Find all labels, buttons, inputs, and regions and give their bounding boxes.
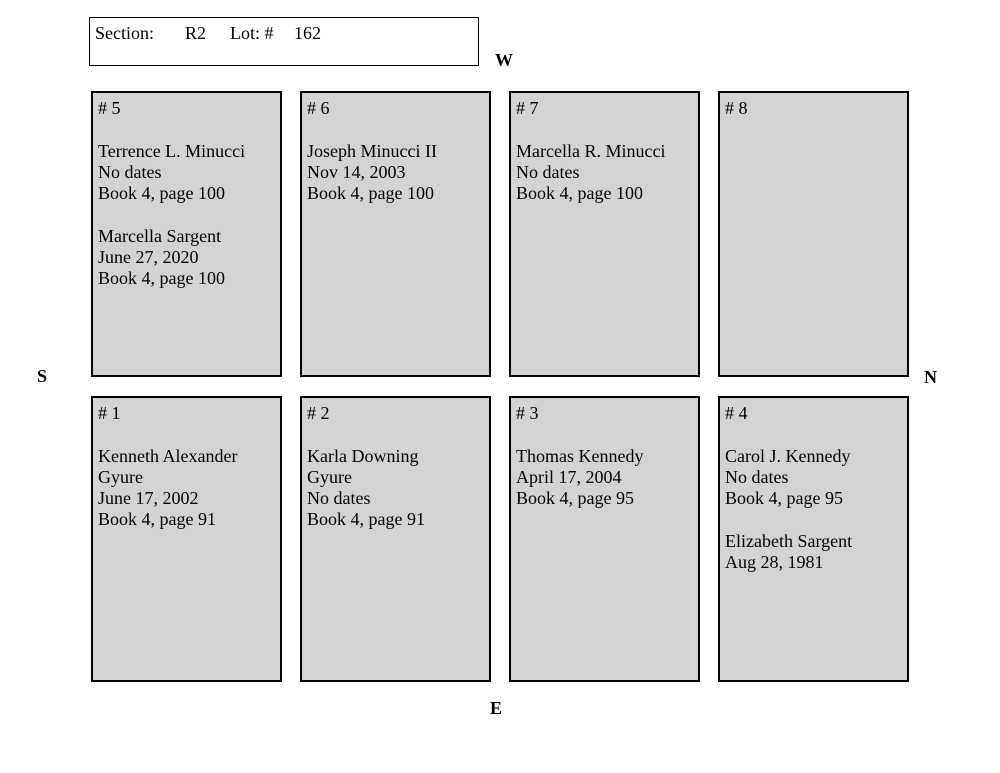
plot-number: # 6 [307, 98, 330, 118]
burial-detail: No dates [307, 488, 371, 509]
entry-spacer [98, 204, 280, 225]
plot-number: # 8 [725, 98, 748, 118]
burial-name: Thomas Kennedy [516, 445, 644, 466]
burial-detail: Book 4, page 100 [516, 183, 643, 204]
lot-value: 162 [294, 23, 321, 43]
plot-2 [300, 396, 491, 682]
entry-spacer [98, 424, 280, 445]
burial-entry [725, 531, 907, 574]
burial-detail: Book 4, page 100 [98, 183, 225, 204]
plot-1 [91, 396, 282, 682]
entry-spacer [516, 424, 698, 445]
plot-7 [509, 91, 700, 377]
burial-entry [98, 141, 280, 205]
burial-detail: Gyure [98, 466, 143, 487]
plot-number: # 5 [98, 98, 121, 118]
burial-entry [516, 141, 698, 205]
burial-entry [98, 226, 280, 290]
burial-detail: Gyure [307, 466, 352, 487]
plot-number: # 7 [516, 98, 539, 118]
burial-name: Marcella Sargent [98, 225, 222, 246]
section-label: Section: [95, 23, 154, 43]
entry-spacer [98, 119, 280, 140]
burial-entry [307, 141, 489, 205]
plot-number: # 3 [516, 403, 539, 423]
burial-detail: Book 4, page 91 [98, 509, 216, 530]
plot-3 [509, 396, 700, 682]
burial-detail: June 27, 2020 [98, 247, 199, 268]
burial-name: Joseph Minucci II [307, 140, 437, 161]
burial-detail: Aug 28, 1981 [725, 552, 824, 573]
burial-name: Elizabeth Sargent [725, 530, 853, 551]
plot-number: # 2 [307, 403, 330, 423]
plot-4 [718, 396, 909, 682]
burial-entry [516, 446, 698, 510]
burial-entry [98, 446, 280, 531]
burial-name: Marcella R. Minucci [516, 140, 666, 161]
plot-5 [91, 91, 282, 377]
compass-north: N [924, 367, 937, 387]
burial-detail: Book 4, page 95 [725, 488, 843, 509]
entry-spacer [307, 424, 489, 445]
burial-detail: No dates [725, 466, 789, 487]
burial-detail: April 17, 2004 [516, 466, 622, 487]
compass-west: W [495, 50, 513, 70]
burial-detail: Book 4, page 100 [98, 268, 225, 289]
burial-detail: Nov 14, 2003 [307, 161, 406, 182]
burial-entry [307, 446, 489, 531]
entry-spacer [307, 119, 489, 140]
burial-detail: June 17, 2002 [98, 488, 199, 509]
compass-east: E [490, 698, 503, 718]
plot-6 [300, 91, 491, 377]
burial-name: Carol J. Kennedy [725, 445, 851, 466]
entry-spacer [516, 119, 698, 140]
entry-spacer [725, 509, 907, 530]
compass-south: S [37, 366, 48, 386]
lot-label: Lot: # [230, 23, 274, 43]
burial-name: Karla Downing [307, 445, 419, 466]
section-lot-header [89, 17, 479, 66]
plot-number: # 1 [98, 403, 121, 423]
plot-8 [718, 91, 909, 377]
entry-spacer [725, 424, 907, 445]
burial-detail: Book 4, page 95 [516, 488, 634, 509]
section-value: R2 [185, 23, 207, 43]
burial-entry [725, 446, 907, 510]
burial-name: Kenneth Alexander [98, 445, 238, 466]
burial-detail: Book 4, page 100 [307, 183, 434, 204]
burial-name: Terrence L. Minucci [98, 140, 246, 161]
plot-number: # 4 [725, 403, 748, 423]
burial-detail: No dates [516, 161, 580, 182]
burial-detail: Book 4, page 91 [307, 509, 425, 530]
burial-detail: No dates [98, 161, 162, 182]
